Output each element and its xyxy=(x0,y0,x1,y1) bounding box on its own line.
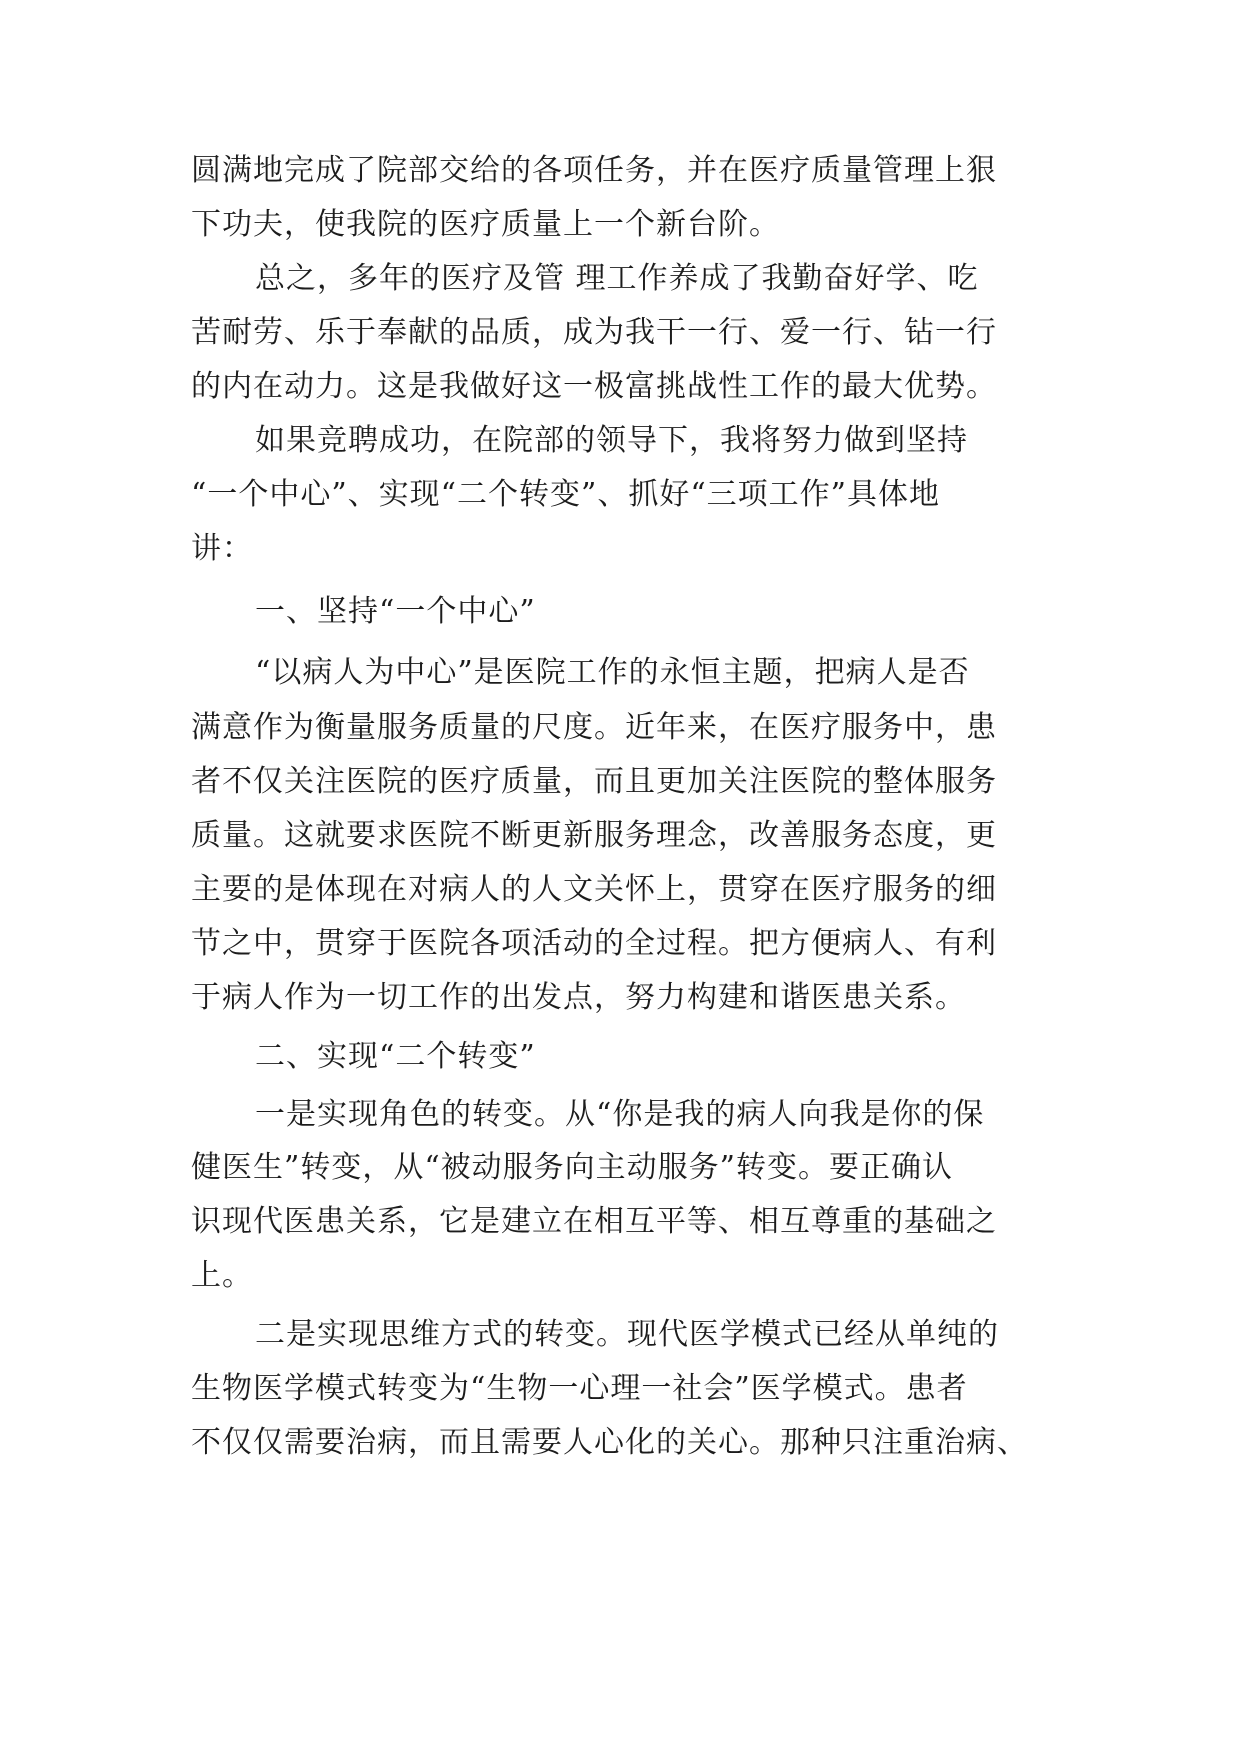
paragraph-line: 如果竞聘成功，在院部的领导下，我将努力做到坚持 xyxy=(255,423,968,458)
paragraph-line: 者不仅关注医院的医疗质量，而且更加关注医院的整体服务 xyxy=(191,764,997,799)
paragraph-line: 节之中，贯穿于医院各项活动的全过程。把方便病人、有利 xyxy=(191,926,997,961)
paragraph-line: 质量。这就要求医院不断更新服务理念，改善服务态度，更 xyxy=(191,818,997,853)
paragraph-line: 于病人作为一切工作的出发点，努力构建和谐医患关系。 xyxy=(191,980,966,1015)
paragraph-line: 讲： xyxy=(191,531,253,566)
paragraph-line: 生物医学模式转变为“生物一心理一社会”医学模式。患者 xyxy=(191,1371,968,1406)
paragraph-line: 满意作为衡量服务质量的尺度。近年来，在医疗服务中，患 xyxy=(191,710,997,745)
paragraph-line: 一是实现角色的转变。从“你是我的病人向我是你的保 xyxy=(255,1097,985,1132)
paragraph-line: 识现代医患关系，它是建立在相互平等、相互尊重的基础之 xyxy=(191,1204,997,1239)
section-heading: 一、坚持“一个中心” xyxy=(255,594,536,629)
paragraph-line: 主要的是体现在对病人的人文关怀上，贯穿在医疗服务的细 xyxy=(191,872,997,907)
paragraph-line: 苦耐劳、乐于奉献的品质，成为我干一行、爱一行、钻一行 xyxy=(191,315,997,350)
paragraph-line: 圆满地完成了院部交给的各项任务，并在医疗质量管理上狠 xyxy=(191,153,997,188)
paragraph-line: 上。 xyxy=(191,1258,253,1293)
paragraph-line: 二是实现思维方式的转变。现代医学模式已经从单纯的 xyxy=(255,1317,999,1352)
paragraph-line: 下功夫，使我院的医疗质量上一个新台阶。 xyxy=(191,207,780,242)
paragraph-line: “以病人为中心”是医院工作的永恒主题，把病人是否 xyxy=(255,655,970,690)
section-heading: 二、实现“二个转变” xyxy=(255,1039,536,1074)
paragraph-line: 总之，多年的医疗及管 理工作养成了我勤奋好学、吃 xyxy=(255,261,979,296)
paragraph-line: 健医生”转变，从“被动服务向主动服务”转变。要正确认 xyxy=(191,1150,954,1185)
paragraph-line: 不仅仅需要治病，而且需要人心化的关心。那种只注重治病、 xyxy=(191,1425,1028,1460)
paragraph-line: “一个中心”、实现“二个转变”、抓好“三项工作”具体地 xyxy=(191,477,941,512)
paragraph-line: 的内在动力。这是我做好这一极富挑战性工作的最大优势。 xyxy=(191,369,997,404)
